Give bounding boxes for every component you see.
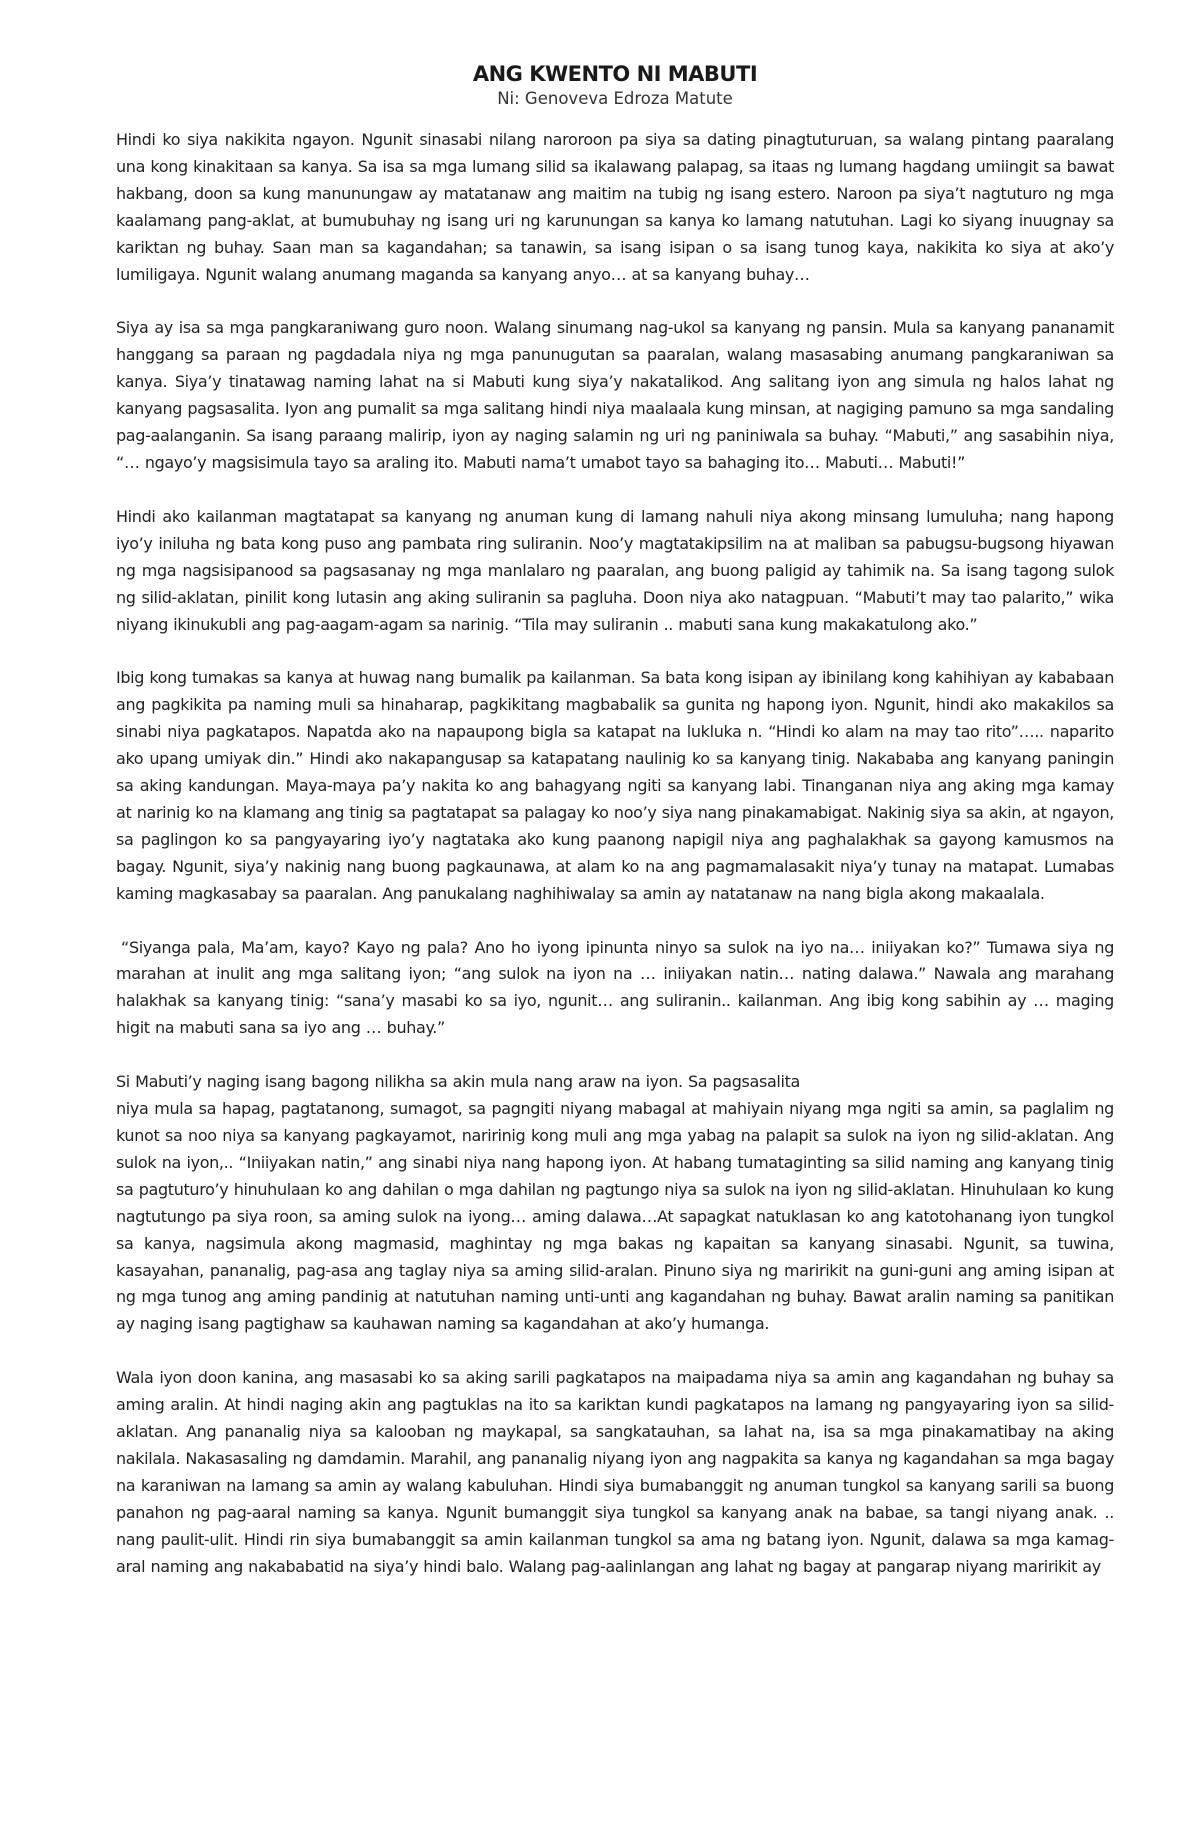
paragraph-6-body: niya mula sa hapag, pagtatanong, sumagot, sa pagngiti niyang mabagal at mahiyain niyang mga ngiti sa amin, sa paglalim ng kunot sa noo niya sa kanyang pagkayamot, naririnig kong muli ang mga yabag na palapit sa sulok na iyon ng silid-aklatan. Ang sulok na iyon,.. “Iniiyakan natin,” ang sinabi niya nang hapong iyon. At habang tumataginting sa silid naming ang kanyang tinig sa pagtuturo’y hinuhulaan ko ang dahilan o mga dahilan ng pagtungo niya sa sulok na iyon ng silid-aklatan. Hinuhulaan ko kung nagtutungo pa siya roon, sa aming sulok na iyong… aming dalawa…At sapagkat natuklasan ko ang katotohanang iyon tungkol sa kanya, nagsimula akong magmasid, maghintay ng mga bakas ng kapaitan sa kanyang sinasabi. Ngunit, sa tuwina, kasayahan, pananalig, pag-asa ang taglay niya sa aming silid-aralan. Pinuno siya ng maririkit na guni-guni ang aming isipan at ng mga tunog ang aming pandinig at natutuhan naming unti-unti ang kagandahan ng buhay. Bawat aralin naming sa panitikan ay naging isang pagtighaw sa kauhawan naming sa kagandahan at ako’y humanga. xyxy=(116,1099,1114,1334)
document-page xyxy=(116,60,1114,1581)
document-author: Ni: Genoveva Edroza Matute xyxy=(497,89,733,108)
paragraph-3: Hindi ako kailanman magtatapat sa kanyang ng anuman kung di lamang nahuli niya akong minsang lumuluha; nang hapong iyo’y iniluha ng bata kong puso ang pambata ring suliranin. Noo’y magtatakipsilim na at maliban sa pabugsu-bugsong hiyawan ng mga nagsisipanood sa pagsasanay ng mga manlalaro ng paaralan, ang buong paligid ay tahimik na. Sa isang tagong sulok ng silid-aklatan, pinilit kong lutasin ang aking suliranin sa pagluha. Doon niya ako natagpuan. “Mabuti’t may tao palarito,” wika niyang ikinukubli ang pag-aagam-agam sa narinig. “Tila may suliranin .. mabuti sana kung makakatulong ako.” xyxy=(116,506,1114,634)
paragraph-4: Ibig kong tumakas sa kanya at huwag nang bumalik pa kailanman. Sa bata kong isipan ay ibinilang kong kahihiyan ay kababaan ang pagkikita pa naming muli sa hinaharap, pagkikitang magbabalik sa gunita ng hapong iyon. Ngunit, hindi ako makakilos sa sinabi niya pagkatapos. Napatda ako na napaupong bigla sa katapat na lukluka n. “Hindi ko alam na may tao rito”….. naparito ako upang umiyak din.” Hindi ako nakapangusap sa katapatang naulinig ko sa kanyang tinig. Nakababa ang kanyang paningin sa aking kandungan. Maya-maya pa’y nakita ko ang bahagyang ngiti sa kanyang labi. Tinanganan niya ang aking mga kamay at narinig ko na klamang ang tinig sa pagtatapat sa palagay ko noo’y siya nang pinakamabigat. Nakinig siya sa akin, at ngayon, sa paglingon ko sa pangyayaring iyo’y nagtataka ako kung paanong napigil niya ang paghalakhak sa gayong kamusmos na bagay. Ngunit, siya’y nakinig nang buong pagkaunawa, at alam ko na ang pagmamalasakit niya’y tunay na matapat. Lumabas kaming magkasabay sa paaralan. Ang panukalang naghihiwalay sa amin ay natatanaw na nang bigla akong makaalala. xyxy=(116,668,1114,903)
paragraph-5: “Siyanga pala, Ma’am, kayo? Kayo ng pala? Ano ho iyong ipinunta ninyo sa sulok na iyo na… iniiyakan ko?” Tumawa siya ng marahan at inulit ang mga salitang iyon; “ang sulok na iyon na … iniiyakan natin… nating dalawa.” Nawala ang marahang halakhak sa kanyang tinig: “sana’y masabi ko sa iyo, ngunit… ang suliranin.. kailanman. Ang ibig kong sabihin ay … maging higit na mabuti sana sa iyo ang … buhay.” xyxy=(116,937,1114,1038)
paragraph-7: Wala iyon doon kanina, ang masasabi ko sa aking sarili pagkatapos na maipadama niya sa amin ang kagandahan ng buhay sa aming aralin. At hindi naging akin ang pagtuklas na ito sa kariktan kundi pagkatapos na lamang ng pangyayaring iyon sa silid-aklatan. Ang pananalig niya sa kalooban ng maykapal, sa sangkatauhan, sa lahat na, isa sa mga pinakamatibay na aking nakilala. Nakasasaling ng damdamin. Marahil, ang pananalig niyang iyon ang nagpakita sa kanya ng kagandahan sa mga bagay na karaniwan na lamang sa amin ay walang kabuluhan. Hindi siya bumabanggit ng anuman tungkol sa kanyang sarili sa buong panahon ng pag-aaral naming sa kanya. Ngunit bumanggit siya tungkol sa kanyang anak na babae, sa tangi niyang anak. .. nang paulit-ulit. Hindi rin siya bumabanggit sa amin kailanman tungkol sa ama ng batang iyon. Ngunit, dalawa sa mga kamag-aral naming ang nakababatid na siya’y hindi balo. Walang pag-aalinlangan ang lahat ng bagay at pangarap niyang maririkit ay xyxy=(116,1368,1114,1576)
paragraph-6-lead: Si Mabuti’y naging isang bagong nilikha sa akin mula nang araw na iyon. Sa pagsasalita xyxy=(116,1072,800,1092)
document-title: ANG KWENTO NI MABUTI xyxy=(472,62,758,86)
paragraph-1: Hindi ko siya nakikita ngayon. Ngunit sinasabi nilang naroroon pa siya sa dating pinagtuturuan, sa walang pintang paaralang una kong kinakitaan sa kanya. Sa isa sa mga lumang silid sa ikalawang palapag, sa itaas ng lumang hagdang umiingit sa bawat hakbang, doon sa kung manunungaw ay matatanaw ang maitim na tubig ng isang estero. Naroon pa siya’t nagtuturo ng mga kaalamang pang-aklat, at bumubuhay ng isang uri ng karunungan sa kanya ko lamang natutuhan. Lagi ko siyang inuugnay sa kariktan ng buhay. Saan man sa kagandahan; sa tanawin, sa isang isipan o sa isang tunog kaya, nakikita ko siya at ako’y lumiligaya. Ngunit walang anumang maganda sa kanyang anyo… at sa kanyang buhay… xyxy=(116,130,1114,284)
paragraph-2: Siya ay isa sa mga pangkaraniwang guro noon. Walang sinumang nag-ukol sa kanyang ng pansin. Mula sa kanyang pananamit hanggang sa paraan ng pagdadala niya ng mga panunugutan sa paaralan, walang masasabing anumang pangkaraniwan sa kanya. Siya’y tinatawag naming lahat na si Mabuti kung siya’y nakatalikod. Ang salitang iyon ang simula ng halos lahat ng kanyang pagsasalita. Iyon ang pumalit sa mga salitang hindi niya maalaala kung minsan, at nagiging pamuno sa mga sandaling pag-aalanganin. Sa isang paraang malirip, iyon ay naging salamin ng uri ng paniniwala sa buhay. “Mabuti,” ang sasabihin niya, “… ngayo’y magsisimula tayo sa araling ito. Mabuti nama’t umabot tayo sa bahaging ito… Mabuti… Mabuti!” xyxy=(116,318,1114,472)
